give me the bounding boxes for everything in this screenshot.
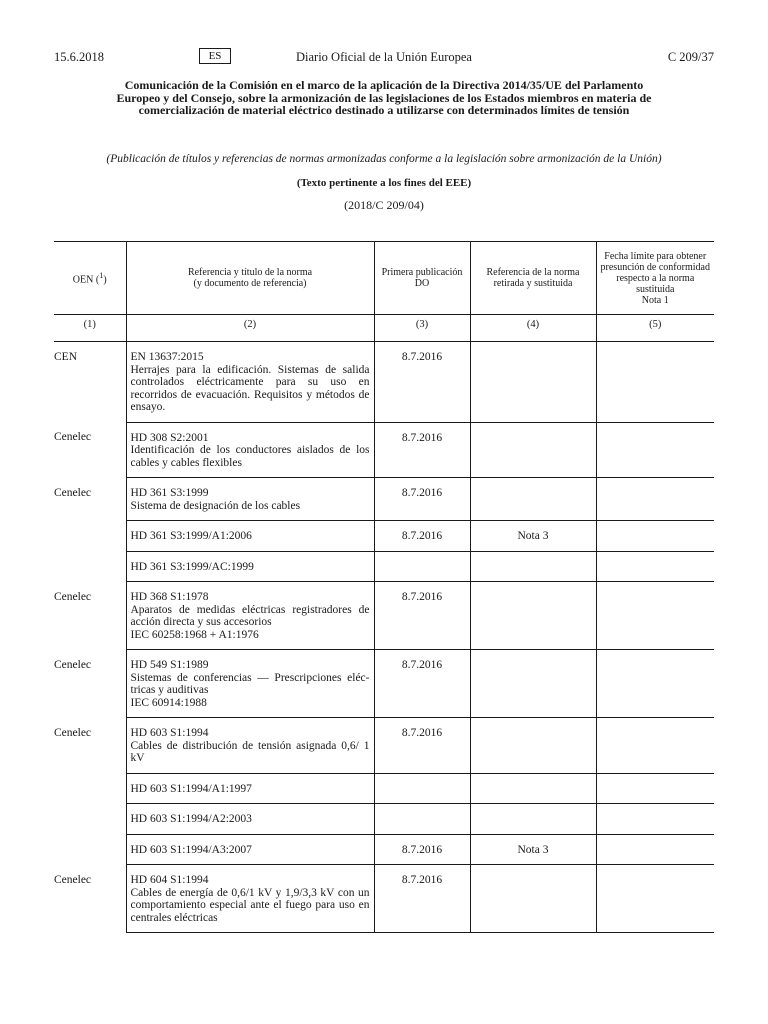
table-row bbox=[54, 834, 714, 865]
withdrawn-reference-cell bbox=[470, 650, 596, 718]
reference-cell bbox=[126, 865, 374, 933]
oen-cell: CEN bbox=[54, 351, 77, 363]
header-first-publication: Primera publicación DO bbox=[374, 242, 470, 315]
oen-cell bbox=[54, 804, 126, 835]
reference-cell bbox=[126, 834, 374, 865]
header-deadline: Fecha límite para obtener presunción de conformidad respecto a la norma sustituida Nota 1 bbox=[596, 242, 714, 315]
table-row bbox=[54, 582, 714, 650]
standard-reference: HD 549 S1:1989 bbox=[130, 659, 209, 671]
deadline-cell bbox=[596, 834, 714, 865]
oen-cell bbox=[54, 521, 126, 552]
header-reference: Referencia y título de la norma (y documento de referencia) bbox=[126, 242, 374, 315]
reference-cell bbox=[126, 582, 374, 650]
header-oen: OEN ($^1$) bbox=[54, 242, 126, 315]
reference-cell bbox=[126, 478, 374, 521]
oen-cell: Cenelec bbox=[54, 873, 92, 886]
deadline-cell bbox=[596, 342, 714, 423]
deadline-cell bbox=[596, 521, 714, 552]
publication-date-cell: 8.7.2016 bbox=[374, 865, 470, 933]
page-number: C 209/37 bbox=[667, 50, 714, 64]
oen-cell bbox=[54, 551, 126, 582]
table-row bbox=[54, 342, 714, 423]
table-row bbox=[54, 718, 714, 774]
column-number: (1) bbox=[54, 315, 126, 342]
table-row bbox=[54, 804, 714, 835]
column-number: (4) bbox=[470, 315, 596, 342]
standard-reference: HD 308 S2:2001 bbox=[130, 431, 209, 444]
withdrawn-reference-cell bbox=[470, 478, 596, 521]
oen-cell: Cenelec bbox=[54, 431, 92, 443]
deadline-cell bbox=[596, 582, 714, 650]
deadline-cell bbox=[596, 422, 714, 478]
standard-reference: HD 361 S3:1999 bbox=[130, 487, 209, 499]
deadline-cell bbox=[596, 773, 714, 804]
withdrawn-reference-cell bbox=[470, 342, 596, 423]
deadline-cell bbox=[596, 478, 714, 521]
standard-title-line: Cables de distribución de tensión asignada 0,6/ 1 kV bbox=[130, 739, 370, 764]
column-number: (3) bbox=[374, 315, 470, 342]
reference-cell bbox=[126, 650, 374, 718]
reference-cell bbox=[126, 773, 374, 804]
table-row bbox=[54, 551, 714, 582]
withdrawn-reference-cell bbox=[470, 804, 596, 835]
standard-reference: HD 361 S3:1999/AC:1999 bbox=[130, 560, 254, 573]
publication-date-cell bbox=[374, 773, 470, 804]
standard-reference: HD 603 S1:1994/A2:2003 bbox=[130, 813, 252, 825]
standard-title-line: Sistemas de conferencias — Prescripciones eléctricas y auditivas bbox=[130, 671, 370, 696]
publication-date-cell: 8.7.2016 bbox=[374, 834, 470, 865]
publication-date-cell bbox=[374, 804, 470, 835]
withdrawn-reference-cell: Nota 3 bbox=[470, 521, 596, 552]
standard-title-line: IEC 60914:1988 bbox=[130, 696, 207, 709]
publication-date-cell: 8.7.2016 bbox=[374, 342, 470, 423]
language-badge: ES bbox=[199, 48, 231, 64]
table-row bbox=[54, 773, 714, 804]
publication-date-cell: 8.7.2016 bbox=[374, 521, 470, 552]
reference-cell bbox=[126, 422, 374, 478]
document-subtitle: (Publicación de títulos y referencias de normas armonizadas conforme a la legislación sobre armonización de la Unión) bbox=[106, 153, 662, 165]
withdrawn-reference-cell bbox=[470, 718, 596, 774]
publication-date-cell: 8.7.2016 bbox=[374, 650, 470, 718]
withdrawn-reference-cell bbox=[470, 551, 596, 582]
standard-title-line: Aparatos de medidas eléctricas registradores de acción directa y sus accesorios bbox=[130, 603, 370, 628]
standard-title-line: IEC 60258:1968 + A1:1976 bbox=[130, 628, 259, 641]
table-row bbox=[54, 422, 714, 478]
table-body bbox=[54, 342, 714, 933]
publication-date-cell: 8.7.2016 bbox=[374, 422, 470, 478]
deadline-cell bbox=[596, 718, 714, 774]
standard-title-line: Cables de energía de 0,6/1 kV y 1,9/3,3 kV con un comportamiento especial ante el fuego para uso en centrales eléctricas bbox=[130, 886, 370, 924]
oen-cell bbox=[54, 834, 126, 865]
table-row bbox=[54, 650, 714, 718]
header-withdrawn-reference: Referencia de la norma retirada y sustituida bbox=[470, 242, 596, 315]
standards-table bbox=[54, 241, 714, 933]
withdrawn-reference-cell bbox=[470, 773, 596, 804]
deadline-cell bbox=[596, 865, 714, 933]
publication-date: 15.6.2018 bbox=[54, 50, 104, 64]
standard-title-line: Identificación de los conductores aislados de los cables y cables flexibles bbox=[130, 444, 370, 469]
document-title: Comunicación de la Comisión en el marco de la aplicación de la Directiva 2014/35/UE del Parlamento Europeo y del Consejo, sobre la armonización de las legislaciones de los Estados miembros en materia de comercialización de material eléctrico destinado a utilizarse con determinados límites de tensión bbox=[116, 78, 652, 117]
page-header bbox=[54, 48, 714, 68]
publication-date-cell: 8.7.2016 bbox=[374, 582, 470, 650]
footnote-marker: 1 bbox=[99, 271, 104, 281]
reference-cell bbox=[126, 521, 374, 552]
withdrawn-reference-cell bbox=[470, 422, 596, 478]
withdrawn-reference-cell bbox=[470, 582, 596, 650]
table-row bbox=[54, 865, 714, 933]
deadline-cell bbox=[596, 650, 714, 718]
oen-cell: Cenelec bbox=[54, 726, 92, 739]
deadline-cell bbox=[596, 804, 714, 835]
column-number: (5) bbox=[596, 315, 714, 342]
table-row bbox=[54, 478, 714, 521]
reference-cell bbox=[126, 551, 374, 582]
standard-title-line: Sistema de designación de los cables bbox=[130, 499, 301, 512]
publication-date-cell: 8.7.2016 bbox=[374, 478, 470, 521]
column-number: (2) bbox=[126, 315, 374, 342]
standard-reference: HD 361 S3:1999/A1:2006 bbox=[130, 530, 252, 542]
oen-cell: Cenelec bbox=[54, 486, 92, 499]
table-row bbox=[54, 521, 714, 552]
publication-date-cell: 8.7.2016 bbox=[374, 718, 470, 774]
oen-cell: Cenelec bbox=[54, 590, 92, 603]
oen-cell: Cenelec bbox=[54, 658, 92, 671]
oen-cell bbox=[54, 773, 126, 804]
standard-title-line: Herrajes para la edificación. Sistemas de salida controlados eléctricamente para su uso en recorridos de evacuación. Requisitos y métodos de ensayo. bbox=[130, 363, 370, 413]
standard-reference: HD 603 S1:1994 bbox=[130, 727, 209, 739]
publication-date-cell bbox=[374, 551, 470, 582]
deadline-cell bbox=[596, 551, 714, 582]
standard-reference: HD 368 S1:1978 bbox=[130, 591, 209, 603]
withdrawn-reference-cell bbox=[470, 865, 596, 933]
standard-reference: HD 604 S1:1994 bbox=[130, 874, 209, 886]
document-reference: (2018/C 209/04) bbox=[344, 198, 424, 212]
standard-reference: HD 603 S1:1994/A1:1997 bbox=[130, 782, 252, 795]
reference-cell bbox=[126, 804, 374, 835]
eea-relevance-note: (Texto pertinente a los fines del EEE) bbox=[296, 177, 472, 189]
reference-cell bbox=[126, 342, 374, 423]
standard-reference: HD 603 S1:1994/A3:2007 bbox=[130, 843, 252, 856]
journal-name: Diario Oficial de la Unión Europea bbox=[296, 50, 472, 64]
withdrawn-reference-cell: Nota 3 bbox=[470, 834, 596, 865]
reference-cell bbox=[126, 718, 374, 774]
standard-reference: EN 13637:2015 bbox=[130, 351, 204, 363]
